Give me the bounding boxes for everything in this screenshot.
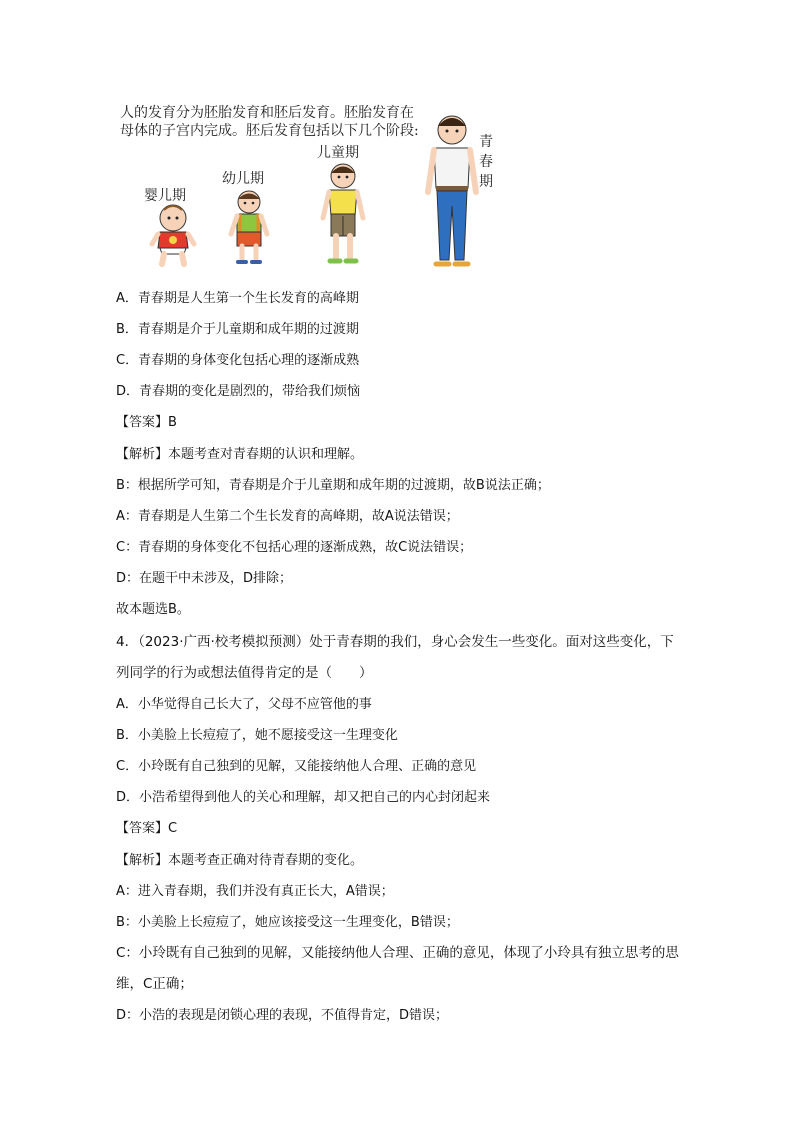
q3-analysis-intro: 【解析】本题考查对青春期的认识和理解。: [116, 447, 364, 462]
stage-label-toddler: 幼儿期: [222, 171, 264, 187]
adolescent-illustration: [424, 110, 480, 268]
child-illustration: [318, 160, 368, 266]
q4-answer: 【答案】C: [116, 821, 178, 836]
toddler-illustration: [227, 188, 271, 266]
q4-analysis-intro: 【解析】本题考查正确对待青春期的变化。: [116, 853, 364, 868]
q3-option-d: D．青春期的变化是剧烈的，带给我们烦恼: [116, 384, 361, 399]
q4-option-a: A．小华觉得自己长大了，父母不应管他的事: [116, 697, 372, 712]
q3-option-c: C．青春期的身体变化包括心理的逐渐成熟: [116, 353, 360, 368]
stage-label-infant: 婴儿期: [144, 188, 186, 204]
q3-option-b: B．青春期是介于儿童期和成年期的过渡期: [116, 322, 359, 337]
figure-intro-line-2: 母体的子宫内完成。胚后发育包括以下几个阶段:: [120, 123, 419, 139]
q4-analysis-c: C：小玲既有自己独到的见解，又能接纳他人合理、正确的意见，体现了小玲具有独立思考的思维，C正确；: [116, 945, 679, 992]
q4-analysis-d: D：小浩的表现是闭锁心理的表现，不值得肯定，D错误；: [116, 1008, 449, 1023]
q4-analysis-b: B：小美脸上长痘痘了，她应该接受这一生理变化，B错误；: [116, 915, 459, 930]
q3-answer: 【答案】B: [116, 415, 177, 430]
q4-option-d: D．小浩希望得到他人的关心和理解，却又把自己的内心封闭起来: [116, 790, 491, 805]
q3-option-a: A．青春期是人生第一个生长发育的高峰期: [116, 291, 359, 306]
development-stages-figure: [112, 100, 512, 270]
q3-analysis-b: B：根据所学可知，青春期是介于儿童期和成年期的过渡期，故B说法正确；: [116, 478, 550, 493]
q4-option-c: C．小玲既有自己独到的见解，又能接纳他人合理、正确的意见: [116, 759, 477, 774]
stage-label-adolescent: 青春期: [479, 134, 493, 190]
q3-analysis-d: D：在题干中未涉及，D排除；: [116, 571, 293, 586]
stage-label-child: 儿童期: [317, 145, 359, 161]
q3-analysis-a: A：青春期是人生第二个生长发育的高峰期，故A说法错误；: [116, 509, 459, 524]
figure-intro-line-1: 人的发育分为胚胎发育和胚后发育。胚胎发育在: [120, 105, 414, 121]
q4-option-b: B．小美脸上长痘痘了，她不愿接受这一生理变化: [116, 728, 398, 743]
q3-conclusion: 故本题选B。: [116, 602, 190, 617]
q4-analysis-a: A：进入青春期，我们并没有真正长大，A错误；: [116, 884, 394, 899]
q4-stem: 4．（2023·广西·校考模拟预测）处于青春期的我们，身心会发生一些变化。面对这些变化，下列同学的行为或想法值得肯定的是（ ）: [116, 634, 674, 681]
infant-illustration: [150, 202, 196, 266]
q3-analysis-c: C：青春期的身体变化不包括心理的逐渐成熟，故C说法错误；: [116, 540, 473, 555]
figure-intro-text: [120, 104, 419, 140]
